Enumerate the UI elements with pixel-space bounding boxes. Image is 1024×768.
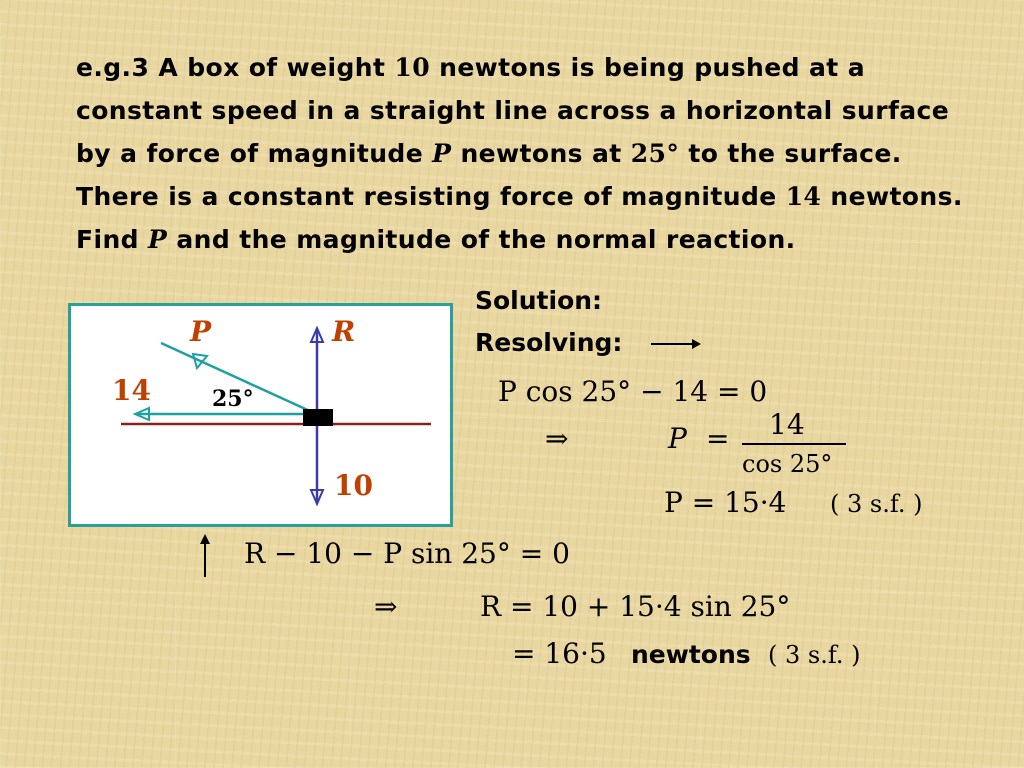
problem-text-1: e.g.3 A box of weight — [76, 53, 395, 82]
resolving-label: Resolving: — [475, 328, 623, 357]
label-angle: 25° — [212, 386, 254, 412]
fraction-denominator: cos 25° — [742, 450, 833, 478]
implies-symbol-2: ⇒ — [374, 590, 398, 623]
angle-value: 25° — [630, 139, 680, 168]
fraction-numerator: 14 — [769, 408, 805, 441]
box — [303, 409, 333, 426]
problem-text-2: newtons is being pushed at a constant speed in a straight line across a horizontal surface by a force of magnitude — [76, 53, 950, 168]
eq2-lhs: P — [668, 422, 687, 455]
label-P: P — [190, 315, 212, 348]
equation-R: R = 10 + 15·4 sin 25° — [480, 590, 791, 623]
label-10: 10 — [334, 469, 373, 502]
problem-text-3: newtons at — [451, 139, 631, 168]
resisting-force-value: 14 — [785, 182, 822, 211]
sig-fig-note-1: ( 3 s.f. ) — [830, 490, 923, 518]
equation-vertical: R − 10 − P sin 25° = 0 — [244, 537, 570, 570]
problem-text-6: and the magnitude of the normal reaction. — [167, 225, 796, 254]
problem-statement — [76, 46, 986, 261]
weight-value: 10 — [394, 53, 431, 82]
problem-text-4: to the surface. There is a constant resisting force of magnitude — [76, 139, 902, 211]
implies-symbol-1: ⇒ — [545, 422, 569, 455]
force-diagram-drawing — [71, 306, 450, 524]
label-14: 14 — [112, 374, 151, 407]
fraction-bar — [742, 443, 846, 445]
equation-R-value: = 16·5 — [512, 637, 607, 670]
force-variable-2: P — [148, 225, 168, 254]
vertical-direction-arrow — [198, 533, 212, 579]
problem-text-5: newtons. Find — [76, 182, 963, 254]
unit-newtons: newtons — [631, 640, 751, 669]
force-variable: P — [432, 139, 452, 168]
label-R: R — [332, 315, 356, 348]
solution-heading: Solution: — [475, 286, 603, 315]
sig-fig-note-2: ( 3 s.f. ) — [768, 641, 861, 669]
eq2-equals: = — [706, 422, 730, 455]
equation-horizontal: P cos 25° − 14 = 0 — [498, 375, 768, 408]
force-diagram — [68, 303, 453, 527]
horizontal-direction-arrow — [651, 337, 703, 351]
equation-P-value: P = 15·4 — [664, 486, 787, 519]
